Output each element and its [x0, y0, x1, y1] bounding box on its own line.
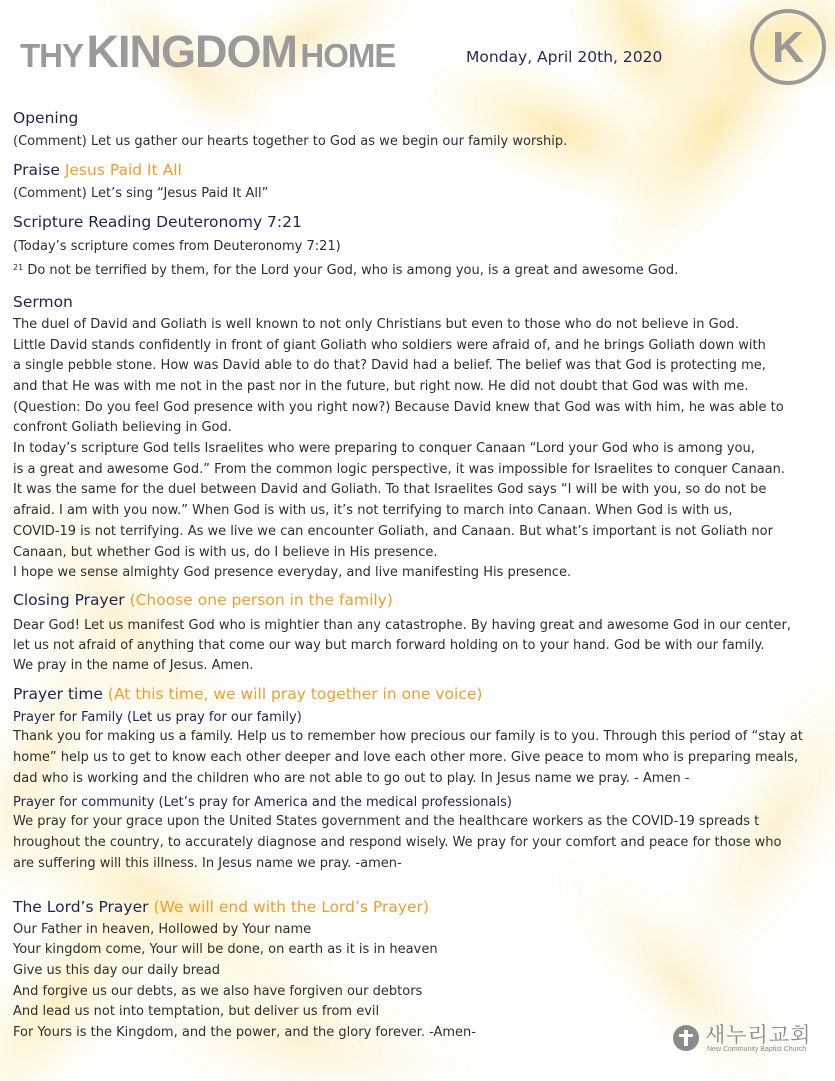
family-prayer-body [13, 727, 828, 789]
sermon-line: (Question: Do you feel God presence with you right now?) Because David knew that God was with him, he was able to [13, 399, 784, 415]
lords-prayer-note: (We will end with the Lord’s Prayer) [153, 897, 429, 916]
closing-prayer-body [13, 616, 828, 675]
sermon-line: In today’s scripture God tells Israelites who were preparing to conquer Canaan “Lord your God who is among you, [13, 441, 755, 457]
praise-song-title: Jesus Paid It All [64, 160, 182, 179]
church-logo [671, 1019, 821, 1059]
brand-home: HOME [300, 37, 396, 74]
closing-prayer-note: (Choose one person in the family) [129, 590, 393, 609]
closing-prayer-line: Dear God! Let us manifest God who is mightier than any catastrophe. By having great and awesome God in our center, [13, 617, 791, 633]
brand-thy: THY [20, 37, 83, 74]
kingdom-badge-icon [747, 6, 829, 88]
closing-prayer-line: We pray in the name of Jesus. Amen. [13, 657, 254, 673]
praise-comment: (Comment) Let’s sing “Jesus Paid It All” [13, 185, 269, 201]
lords-prayer-heading: The Lord’s Prayer (We will end with the Lord’s Prayer) [13, 897, 429, 916]
sermon-line: The duel of David and Goliath is well known to not only Christians but even to those who do not believe in God. [13, 316, 740, 332]
sermon-line: COVID-19 is not terrifying. As we live we can encounter Goliath, and Canaan. But what’s important is not Goliath nor [13, 523, 773, 539]
page-header [12, 24, 712, 77]
sermon-line: Canaan, but whether God is with us, do I believe in His presence. [13, 544, 438, 560]
praise-heading: Praise Jesus Paid It All [13, 160, 182, 179]
sermon-line: is a great and awesome God.” From the common logic perspective, it was impossible for Israelites to conquer Canaan. [13, 461, 786, 477]
church-english-name: New Community Baptist Church [707, 1046, 807, 1053]
community-prayer-line: We pray for your grace upon the United States government and the healthcare workers as the COVID-19 spreads t [13, 814, 760, 830]
family-prayer-line: Thank you for making us a family. Help us to remember how precious our family is to you. Through this period of “stay at [13, 729, 803, 745]
sermon-line: afraid. I am with you now.” When God is with us, it’s not terrifying to march into Canaan. When God is with us, [13, 503, 733, 519]
scripture-heading: Scripture Reading Deuteronomy 7:21 [13, 213, 302, 232]
community-prayer-body [13, 812, 828, 874]
closing-prayer-line: let us not afraid of anything that come our way but march forward holding on to your hand. God be with our family. [13, 637, 765, 653]
lords-prayer-line: And forgive us our debts, as we also have forgiven our debtors [13, 983, 423, 999]
lords-prayer-line: For Yours is the Kingdom, and the power, and the glory forever. -Amen- [13, 1025, 476, 1041]
opening-heading: Opening [13, 109, 79, 127]
family-prayer-line: home” help us to get to know each other deeper and love each other more. Give peace to mom who is preparing meals, [13, 750, 799, 766]
scripture-verse: $^{21}$ Do not be terrified by them, for the Lord your God, who is among you, is a great and awesome God. [13, 263, 679, 279]
sermon-heading: Sermon [13, 292, 73, 311]
family-prayer-line: dad who is working and the children who are not able to go out to play. In Jesus name we pray. - Amen - [13, 770, 690, 786]
sermon-line: confront Goliath believing in God. [13, 420, 232, 436]
date-label: Monday, April 20th, 2020 [466, 48, 663, 66]
sermon-line: It was the same for the duel between David and Goliath. To that Israelites God says “I will be with you, so do not be [13, 482, 767, 498]
sermon-line: and that He was with me not in the past nor in the future, but right now. He did not doubt that God was with me. [13, 378, 749, 394]
badge-letter: K [772, 23, 804, 72]
verse-number: 21 [13, 263, 24, 273]
church-korean-name: 새누리교회 [705, 1023, 812, 1047]
lords-prayer-line: Give us this day our daily bread [13, 962, 221, 978]
brand-kingdom: KINGDOM [86, 26, 297, 77]
sermon-body [13, 315, 828, 584]
sermon-line: Little David stands confidently in front of giant Goliath who soldiers were afraid of, and he brings Goliath down with [13, 337, 766, 353]
opening-comment: (Comment) Let us gather our hearts together to God as we begin our family worship. [13, 134, 568, 149]
sermon-line: I hope we sense almighty God presence everyday, and live manifesting His presence. [13, 565, 572, 581]
church-mark-icon [671, 1023, 701, 1053]
brand-title [20, 26, 395, 78]
closing-prayer-heading: Closing Prayer (Choose one person in the family) [13, 590, 393, 609]
community-prayer-line: hroughout the country, to accurately diagnose and respond wisely. We pray for your comfort and peace for those who [13, 835, 782, 851]
prayer-time-note: (At this time, we will pray together in one voice) [107, 685, 483, 704]
prayer-time-heading: Prayer time (At this time, we will pray together in one voice) [13, 685, 483, 704]
sermon-line: a single pebble stone. How was David able to do that? David had a belief. The belief was that God is protecting me, [13, 358, 766, 374]
community-prayer-line: are suffering will this illness. In Jesus name we pray. -amen- [13, 855, 402, 871]
lords-prayer-line: Your kingdom come, Your will be done, on earth as it is in heaven [13, 942, 438, 958]
community-prayer-heading: Prayer for community (Let’s pray for America and the medical professionals) [13, 795, 512, 811]
family-prayer-heading: Prayer for Family (Let us pray for our family) [13, 710, 302, 726]
lords-prayer-line: Our Father in heaven, Hollowed by Your name [13, 921, 312, 937]
lords-prayer-line: And lead us not into temptation, but deliver us from evil [13, 1004, 380, 1020]
scripture-intro: (Today’s scripture comes from Deuteronomy 7:21) [13, 239, 341, 255]
main-content [13, 108, 828, 1044]
